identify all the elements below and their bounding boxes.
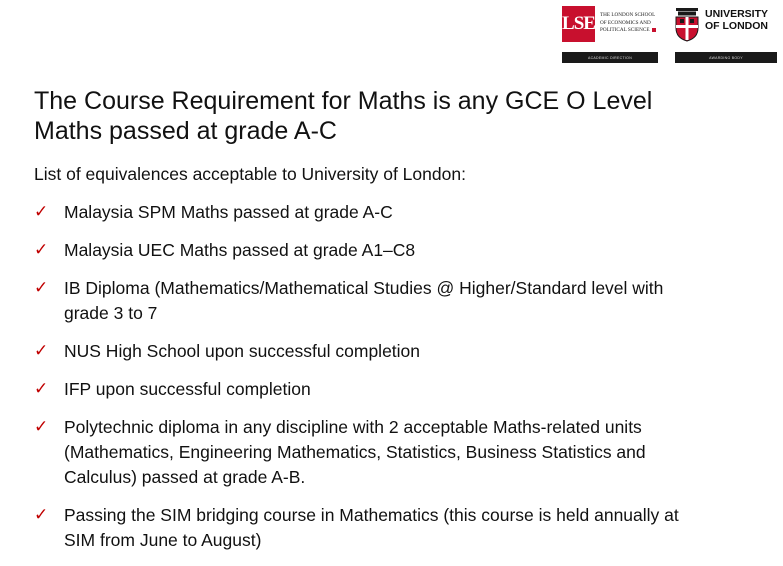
logo-area	[562, 6, 777, 64]
checkmark-icon: ✓	[34, 379, 49, 399]
lse-line-1: THE LONDON SCHOOL	[600, 12, 656, 18]
list-item	[34, 339, 754, 364]
list-item-line: IFP upon successful completion	[64, 379, 311, 399]
list-item	[34, 415, 754, 490]
equivalence-list	[34, 200, 754, 553]
list-item-line: IB Diploma (Mathematics/Mathematical Studies @ Higher/Standard level with	[64, 278, 664, 298]
uol-line-2: OF LONDON	[705, 20, 768, 32]
lse-bar-label: ACADEMIC DIRECTION	[562, 52, 658, 63]
uol-line-1: UNIVERSITY	[705, 8, 769, 20]
list-item-line: NUS High School upon successful completion	[64, 341, 421, 361]
checkmark-icon: ✓	[34, 417, 49, 437]
lse-wordmark	[600, 12, 656, 35]
intro-text: List of equivalences acceptable to University of London:	[34, 164, 466, 184]
checkmark-icon: ✓	[34, 240, 49, 260]
list-item-line: Calculus) passed at grade A-B.	[64, 467, 306, 487]
list-item-line: Polytechnic diploma in any discipline with 2 acceptable Maths-related units	[64, 417, 642, 437]
checkmark-icon: ✓	[34, 505, 49, 525]
list-item	[34, 200, 754, 225]
list-item	[34, 276, 754, 326]
checkmark-icon: ✓	[34, 341, 49, 361]
uol-bar-label: AWARDING BODY	[675, 52, 777, 63]
lse-line-3: POLITICAL SCIENCE	[600, 27, 650, 34]
list-item-line: (Mathematics, Engineering Mathematics, Statistics, Business Statistics and	[64, 442, 646, 462]
checkmark-icon: ✓	[34, 278, 49, 298]
list-item-line: grade 3 to 7	[64, 303, 158, 323]
page-title	[34, 86, 734, 146]
checkmark-icon: ✓	[34, 202, 49, 222]
list-item-line: Passing the SIM bridging course in Mathematics (this course is held annually at	[64, 505, 679, 525]
list-item-line: Malaysia SPM Maths passed at grade A-C	[64, 202, 393, 222]
lse-line-2: OF ECONOMICS AND	[600, 19, 651, 26]
lse-dot-icon	[652, 28, 656, 32]
title-line-1: The Course Requirement for Maths is any GCE O Level	[34, 87, 653, 115]
list-item-line: Malaysia UEC Maths passed at grade A1–C8	[64, 240, 416, 260]
list-item	[34, 238, 754, 263]
list-item-line: SIM from June to August)	[64, 530, 262, 550]
uol-wordmark	[705, 8, 768, 32]
list-item	[34, 503, 754, 553]
title-line-2: Maths passed at grade A-C	[34, 117, 337, 145]
uol-crest-icon	[675, 8, 699, 42]
lse-mark: LSE	[562, 6, 595, 42]
list-item	[34, 377, 754, 402]
